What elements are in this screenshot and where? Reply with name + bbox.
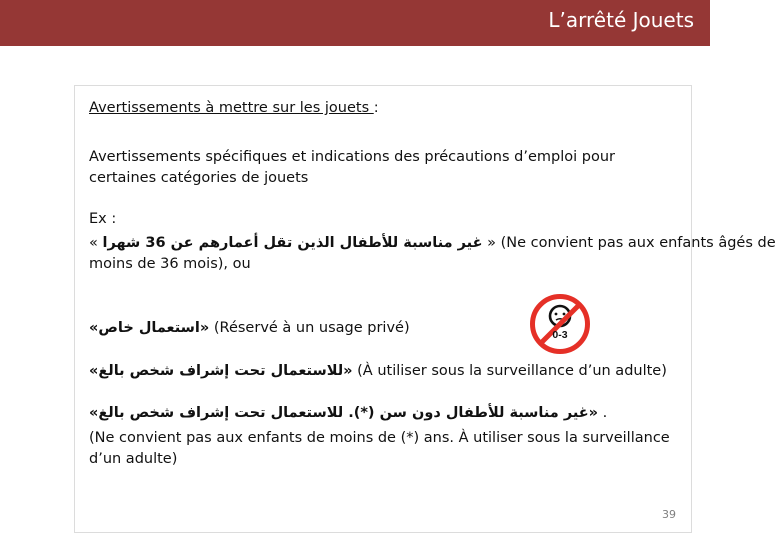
french-warning-under-36: » (Ne convient pas aux enfants âgés de (482, 235, 776, 251)
page-number: 39 (662, 508, 676, 521)
warning-line-age-and-supervision (89, 403, 607, 424)
not-for-under-3-icon (529, 293, 591, 355)
warning-line-continued: moins de 36 mois), ou (89, 256, 251, 272)
section-heading (89, 98, 379, 119)
line-end-dot: . (598, 405, 608, 421)
slide-title: L’arrêté Jouets (548, 8, 694, 32)
baby-eye-left (555, 313, 558, 316)
french-age-and-supervision: (Ne convient pas aux enfants de moins de (*) ans. À utiliser sous la surveillance d’un adulte) (89, 430, 670, 467)
quote-open: « (89, 235, 103, 251)
heading-colon: : (373, 100, 379, 116)
warning-line-adult-supervision (89, 361, 667, 382)
warning-line-under-36 (89, 233, 776, 254)
header-bar (0, 0, 710, 46)
age-range-label: 0-3 (552, 329, 568, 341)
arabic-adult-supervision: «للاستعمال تحت إشراف شخص بالغ» (89, 363, 353, 379)
baby-eye-right (563, 313, 566, 316)
arabic-warning-under-36: غير مناسبة للأطفال الذين تقل أعمارهم عن 36 شهرا (102, 235, 483, 251)
example-label: Ex : (89, 211, 117, 227)
arabic-age-and-supervision: «غير مناسبة للأطفال دون سن (*). للاستعمال تحت إشراف شخص بالغ» (89, 405, 599, 421)
french-adult-supervision: (À utiliser sous la surveillance d’un adulte) (352, 363, 667, 379)
french-private-use: (Réservé à un usage privé) (209, 320, 410, 336)
arabic-private-use: «استعمال خاص» (89, 320, 210, 336)
heading-text: Avertissements à mettre sur les jouets (89, 100, 374, 116)
intro-paragraph: Avertissements spécifiques et indications des précautions d’emploi pour certaines catégories de jouets (89, 149, 615, 186)
warning-line-private-use (89, 318, 410, 339)
